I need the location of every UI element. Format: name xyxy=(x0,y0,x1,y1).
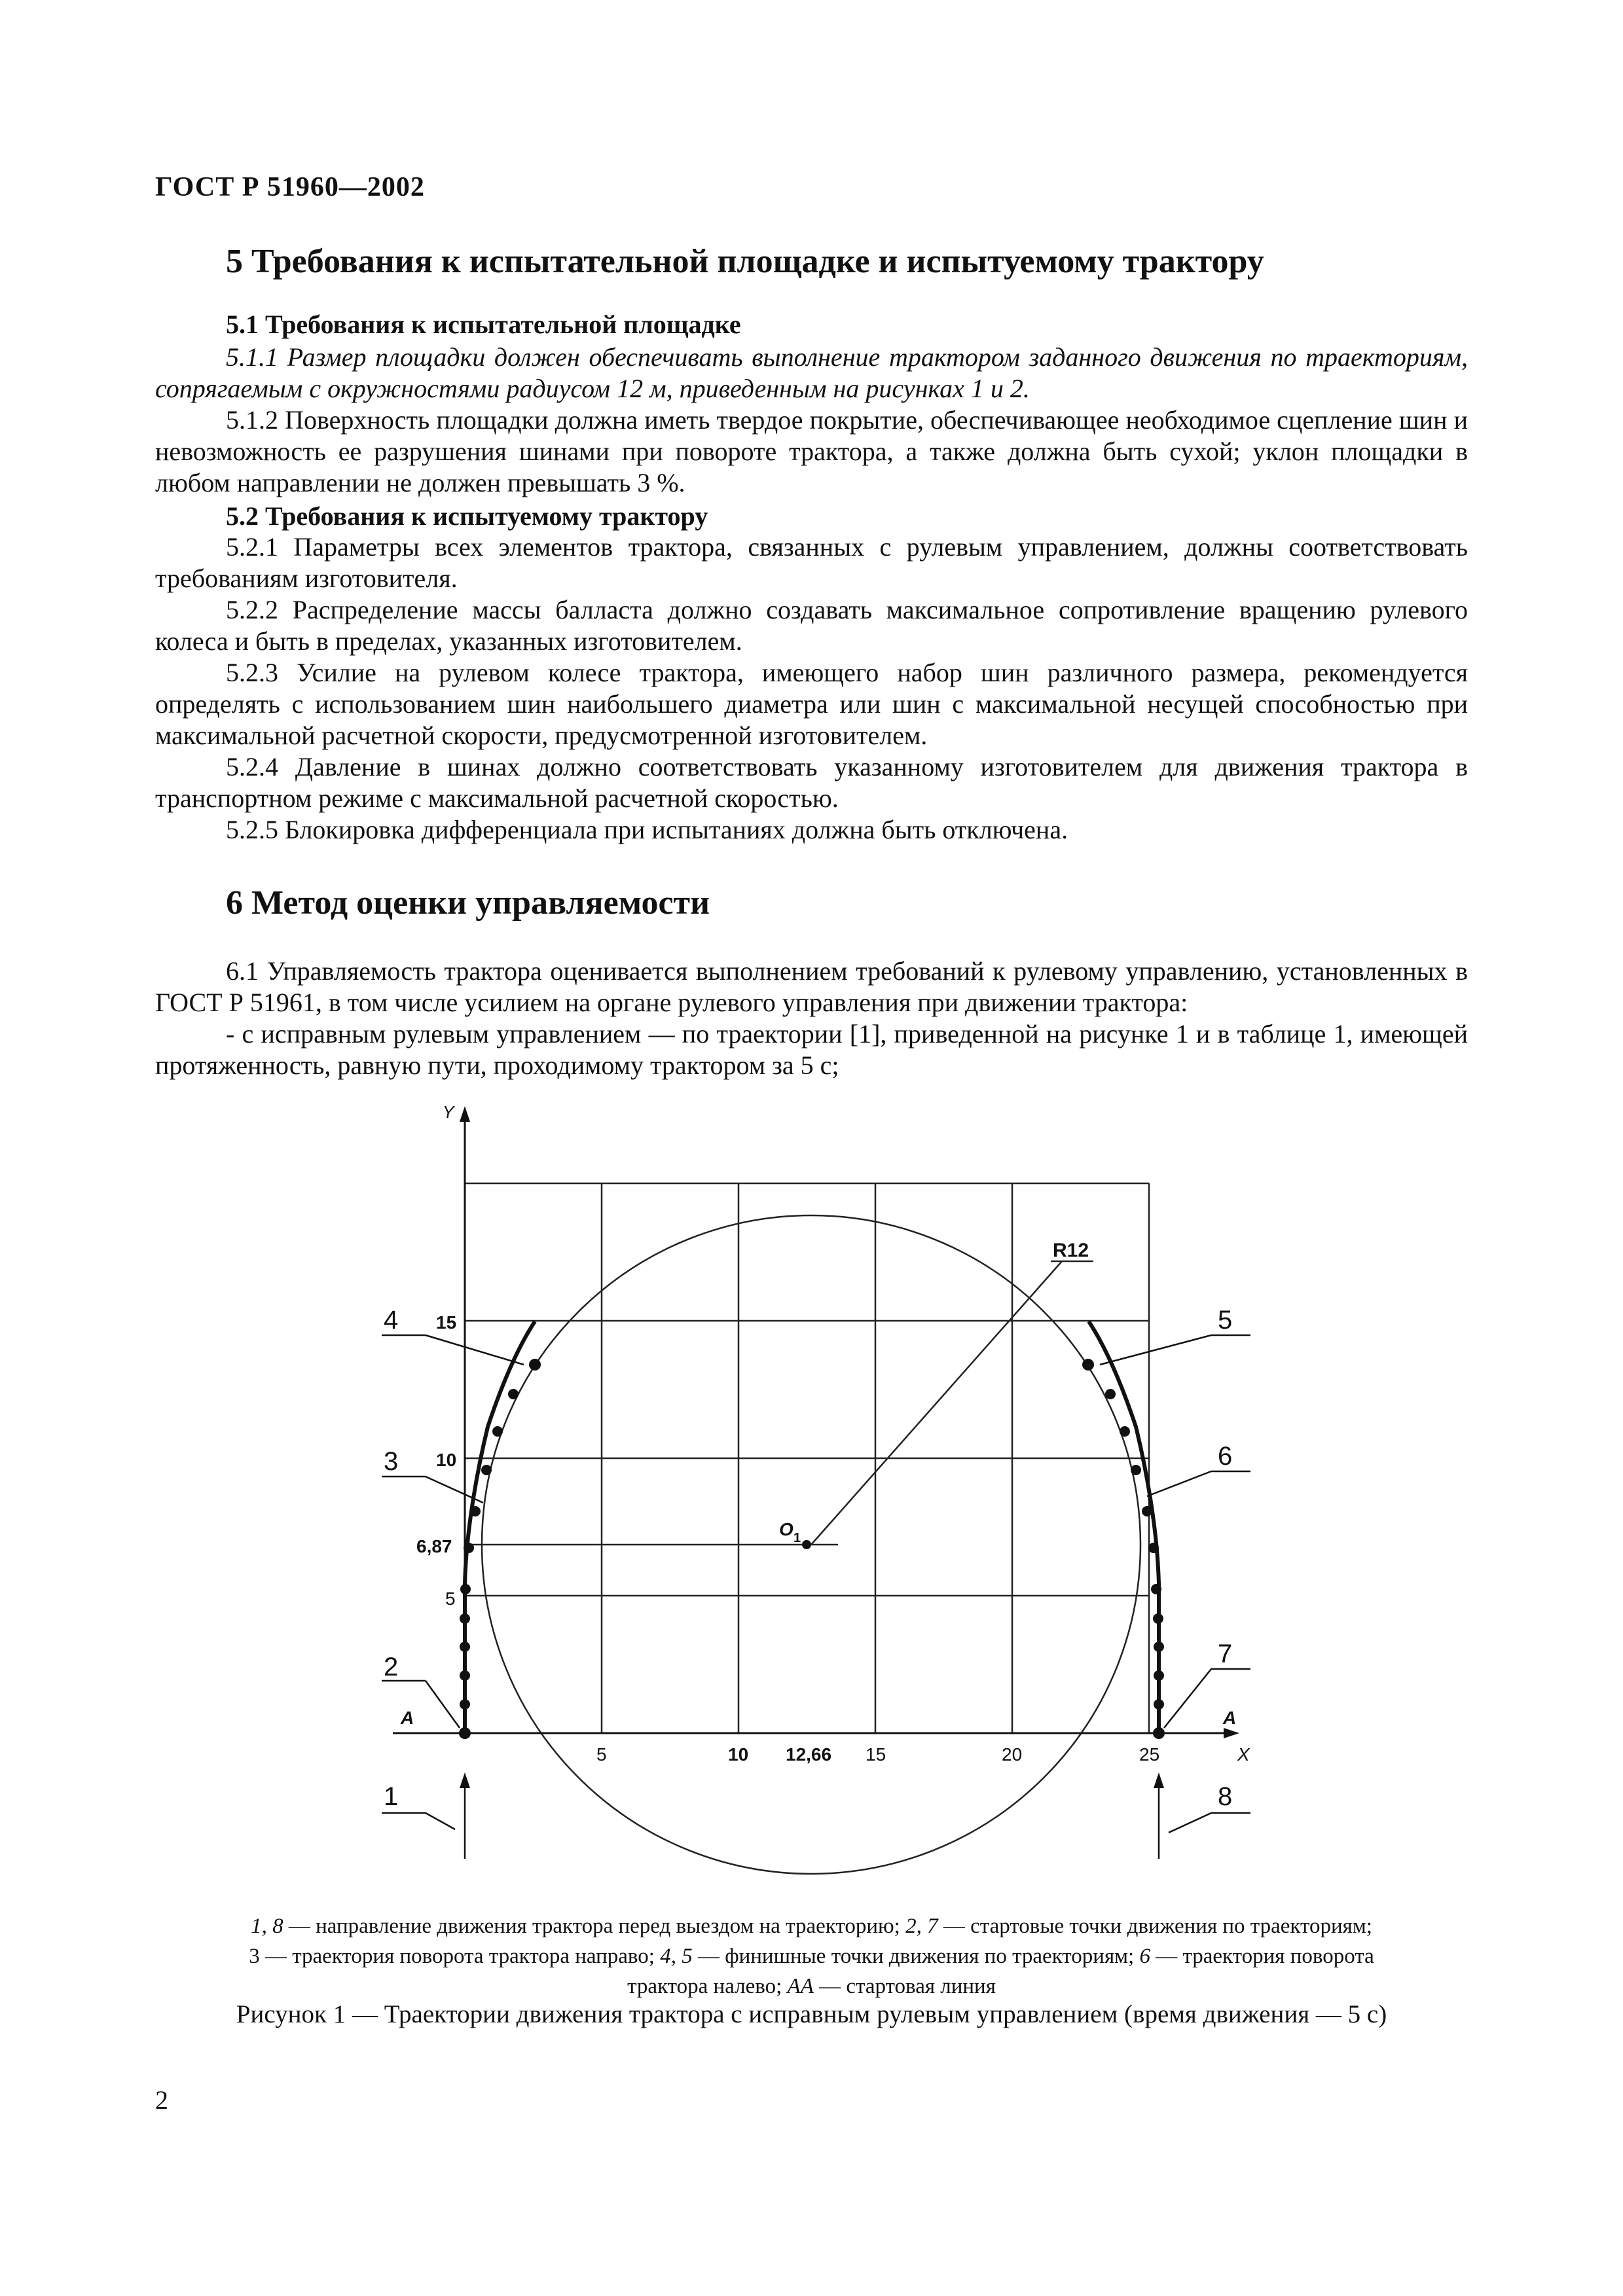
legend-text: — стартовые точки движения по траекториям; xyxy=(938,1914,1372,1938)
legend-text: — стартовая линия xyxy=(813,1975,996,1998)
y-tick-label: 5 xyxy=(445,1588,456,1609)
callout-7: 7 xyxy=(1218,1640,1233,1668)
callout-1: 1 xyxy=(384,1782,399,1811)
callout-6: 6 xyxy=(1218,1442,1233,1471)
legend-ref: 1, 8 xyxy=(251,1914,283,1938)
x-tick-label: 5 xyxy=(596,1744,607,1765)
legend-text: трактора налево; xyxy=(627,1975,788,1998)
paragraph-5-1-1: 5.1.1 Размер площадки должен обеспечивать выполнение трактором заданного движения по траекториям, сопрягаемым с окружностями радиусом 12 м, приведенным на рисунках 1 и 2. xyxy=(155,342,1468,403)
paragraph-5-2-1: 5.2.1 Параметры всех элементов трактора, связанных с рулевым управлением, должны соответствовать требованиям изготовителя. xyxy=(155,532,1468,593)
callout-5: 5 xyxy=(1218,1306,1233,1335)
legend-text: — финишные точки движения по траекториям; xyxy=(692,1945,1140,1968)
x-tick-label: 25 xyxy=(1139,1744,1160,1765)
center-point xyxy=(802,1540,811,1549)
axis-x-label: X xyxy=(1237,1744,1250,1765)
x-tick-label: 20 xyxy=(1002,1744,1023,1765)
center-label: O xyxy=(779,1519,793,1539)
axis-y-label: Y xyxy=(443,1102,454,1122)
x-tick-label: 15 xyxy=(866,1744,886,1765)
y-tick-label: 10 xyxy=(436,1450,457,1470)
figure-1-trajectory-diagram xyxy=(340,1086,1309,1911)
radius-label: R12 xyxy=(1053,1240,1089,1261)
legend-line-2 xyxy=(155,1941,1468,1971)
figure-caption: Рисунок 1 — Траектории движения трактора с исправным рулевым управлением (время движения — 5 с) xyxy=(236,2000,1387,2028)
paragraph-5-2-4: 5.2.4 Давление в шинах должно соответствовать указанному изготовителем для движения трактора в транспортном режиме с максимальной расчетной скоростью. xyxy=(155,752,1468,813)
paragraph-5-1-2: 5.1.2 Поверхность площадки должна иметь твердое покрытие, обеспечивающее необходимое сцепление шин и невозможность ее разрушения шинами при повороте трактора, а также должна быть сухой; уклон площадки в любом направлении не должен превышать 3 %. xyxy=(155,405,1468,497)
legend-text: 3 — траектория поворота трактора направо; xyxy=(249,1945,661,1968)
legend-ref: 2, 7 xyxy=(905,1914,938,1938)
callout-3: 3 xyxy=(384,1447,399,1476)
legend-ref: 4, 5 xyxy=(660,1945,693,1968)
figure-legend xyxy=(155,1911,1468,2001)
page-number: 2 xyxy=(155,2085,168,2115)
start-line-label-left: A xyxy=(401,1708,414,1728)
legend-line-3 xyxy=(155,1971,1468,2001)
section-6-title: 6 Метод оценки управляемости xyxy=(226,884,710,922)
section-5-body xyxy=(155,342,1468,499)
trajectory-points-right xyxy=(1082,1359,1165,1739)
paragraph-6-1: 6.1 Управляемость трактора оценивается выполнением требований к рулевому управлению, установленных в ГОСТ Р 51961, в том числе усилием на органе рулевого управления при движении трактора: xyxy=(155,956,1468,1017)
start-line-label-right: A xyxy=(1223,1708,1237,1728)
section-5-2-body xyxy=(155,531,1468,846)
x-tick-label: 10 xyxy=(728,1744,749,1765)
section-6-body xyxy=(155,956,1468,1081)
subsection-5-1-title: 5.1 Требования к испытательной площадке xyxy=(226,310,741,339)
callout-4: 4 xyxy=(384,1306,399,1335)
paragraph-5-2-3: 5.2.3 Усилие на рулевом колесе трактора, имеющего набор шин различного размера, рекомендуется определять с использованием шин наибольшего диаметра или шин с максимальной несущей способностью при максимальной расчетной скорости, предусмотренной изготовителем. xyxy=(155,658,1468,750)
legend-ref: АА xyxy=(787,1975,814,1998)
paragraph-5-2-2: 5.2.2 Распределение массы балласта должно создавать максимальное сопротивление вращению рулевого колеса и быть в пределах, указанных изготовителем. xyxy=(155,595,1468,656)
legend-line-1 xyxy=(155,1911,1468,1941)
trajectory-points-left xyxy=(459,1359,541,1739)
document-header: ГОСТ Р 51960—2002 xyxy=(155,172,425,202)
paragraph-6-1-a: - с исправным рулевым управлением — по траектории [1], приведенной на рисунке 1 и в таблице 1, имеющей протяженность, равную пути, проходимому трактором за 5 с; xyxy=(155,1019,1468,1080)
x-tick-label: 12,66 xyxy=(786,1744,832,1765)
y-tick-label: 15 xyxy=(436,1312,457,1333)
center-subscript: 1 xyxy=(793,1531,801,1545)
y-tick-label: 6,87 xyxy=(416,1536,452,1556)
callout-8: 8 xyxy=(1218,1782,1233,1811)
callout-2: 2 xyxy=(384,1653,399,1681)
paragraph-5-2-5: 5.2.5 Блокировка дифференциала при испытаниях должна быть отключена. xyxy=(226,815,1068,844)
legend-ref: 6 xyxy=(1139,1945,1150,1968)
subsection-5-2-title: 5.2 Требования к испытуемому трактору xyxy=(226,501,708,531)
legend-text: — направление движения трактора перед выездом на траекторию; xyxy=(283,1914,906,1938)
legend-text: — траектория поворота xyxy=(1150,1945,1374,1968)
section-5-title: 5 Требования к испытательной площадке и испытуемому трактору xyxy=(226,243,1264,280)
